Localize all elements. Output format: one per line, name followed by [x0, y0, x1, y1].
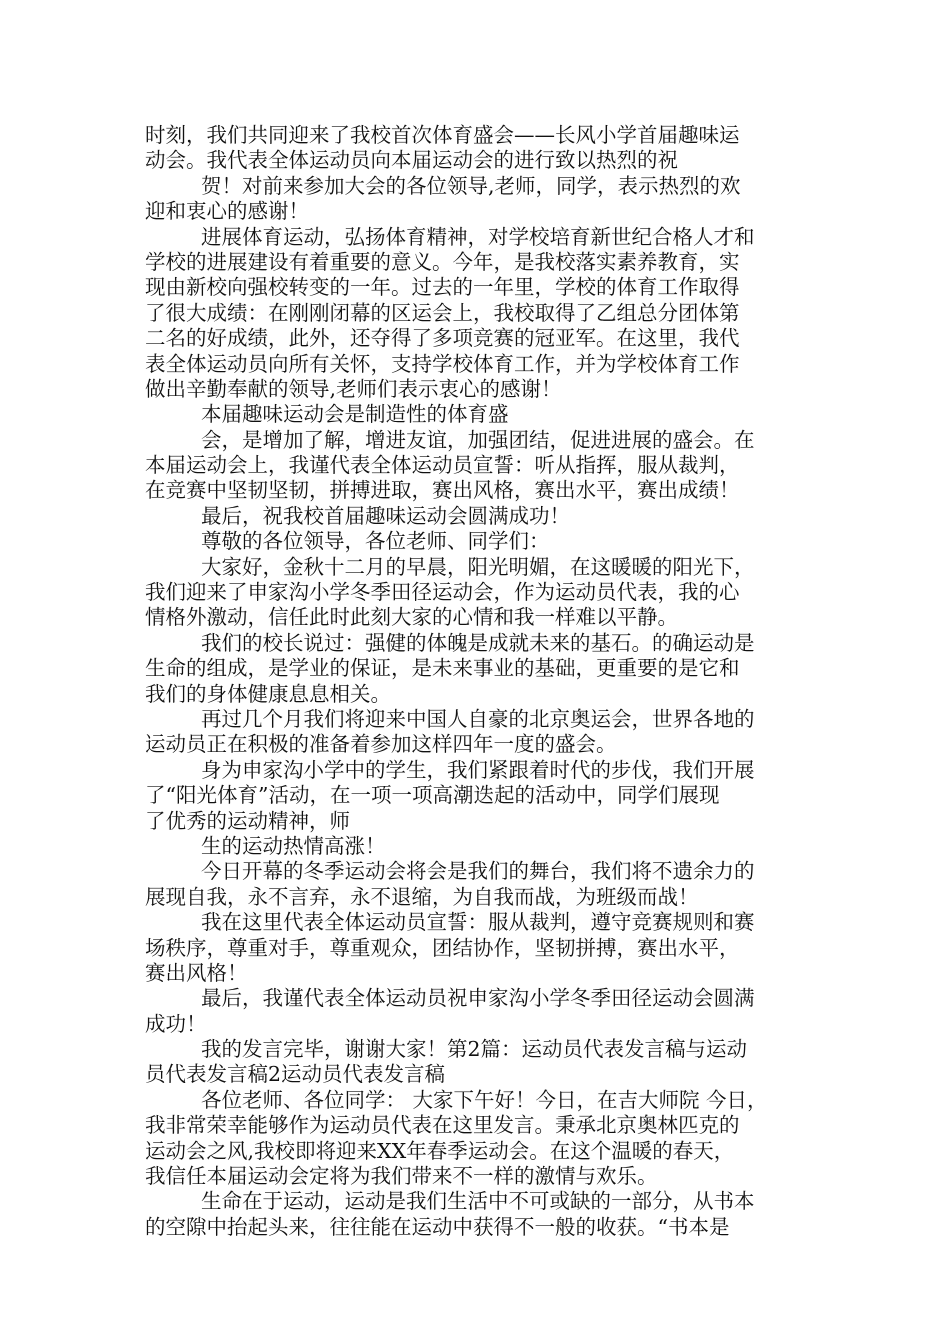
text-line: 赛出风格！ [145, 960, 248, 985]
text-line: 今日开幕的冬季运动会将会是我们的舞台，我们将不遗余力的 [201, 859, 755, 884]
text-line: 贺！对前来参加大会的各位领导,老师，同学，表示热烈的欢 [201, 173, 741, 198]
text-line: 各位老师、各位同学： 大家下午好！今日，在吉大师院 今日， [201, 1087, 768, 1112]
text-line: 我们迎来了申家沟小学冬季田径运动会，作为运动员代表，我的心 [145, 580, 740, 605]
text-line: 运动会之风,我校即将迎来XX年春季运动会。在这个温暖的春天， [145, 1138, 735, 1163]
text-line: 生的运动热情高涨！ [201, 833, 386, 858]
document-body [145, 123, 815, 1240]
text-line: 我信任本届运动会定将为我们带来不一样的激情与欢乐。 [145, 1164, 658, 1189]
text-line: 运动员正在积极的准备着参加这样四年一度的盛会。 [145, 732, 617, 757]
text-line: 展现自我，永不言弃，永不退缩，为自我而战，为班级而战！ [145, 884, 699, 909]
text-line: 员代表发言稿2运动员代表发言稿 [145, 1062, 446, 1087]
text-line: 了很大成绩：在刚刚闭幕的区运会上，我校取得了乙组总分团体第 [145, 300, 740, 325]
text-line: 我们的校长说过：强健的体魄是成就未来的基石。的确运动是 [201, 630, 755, 655]
text-line: 大家好，金秋十二月的早晨，阳光明媚，在这暖暖的阳光下， [201, 554, 755, 579]
text-line: 动会。我代表全体运动员向本届运动会的进行致以热烈的祝 [145, 148, 678, 173]
text-line: 身为申家沟小学中的学生，我们紧跟着时代的步伐，我们开展 [201, 757, 755, 782]
text-line: 本届趣味运动会是制造性的体育盛 [201, 402, 509, 427]
text-line: 表全体运动员向所有关怀，支持学校体育工作，并为学校体育工作 [145, 351, 740, 376]
text-line: 二名的好成绩，此外，还夺得了多项竞赛的冠亚军。在这里，我代 [145, 326, 740, 351]
text-line: 进展体育运动，弘扬体育精神，对学校培育新世纪合格人才和 [201, 224, 755, 249]
text-line: 情格外激动，信任此时此刻大家的心情和我一样难以平静。 [145, 605, 678, 630]
text-line: 尊敬的各位领导，各位老师、同学们： [201, 529, 550, 554]
text-line: 生命在于运动，运动是我们生活中不可或缺的一部分，从书本 [201, 1189, 755, 1214]
text-line: 我的发言完毕，谢谢大家！第2篇：运动员代表发言稿与运动 [201, 1037, 748, 1062]
text-line: 我非常荣幸能够作为运动员代表在这里发言。秉承北京奥林匹克的 [145, 1113, 740, 1138]
text-line: 场秩序，尊重对手，尊重观众，团结协作，坚韧拼搏，赛出水平， [145, 935, 740, 960]
text-line: 我在这里代表全体运动员宣誓：服从裁判，遵守竞赛规则和赛 [201, 910, 755, 935]
text-line: 成功！ [145, 1011, 207, 1036]
text-line: 做出辛勤奉献的领导,老师们表示衷心的感谢！ [145, 376, 562, 401]
text-line: 会，是增加了解，增进友谊，加强团结，促进进展的盛会。在 [201, 427, 755, 452]
text-line: 时刻，我们共同迎来了我校首次体育盛会——长风小学首届趣味运 [145, 123, 740, 147]
text-line: 现由新校向强校转变的一年。过去的一年里，学校的体育工作取得 [145, 275, 740, 300]
text-line: 的空隙中抬起头来，往往能在运动中获得不一般的收获。“书本是 [145, 1214, 730, 1239]
text-line: 本届运动会上，我谨代表全体运动员宣誓：听从指挥，服从裁判， [145, 453, 740, 478]
text-line: 最后，祝我校首届趣味运动会圆满成功！ [201, 503, 570, 528]
text-line: 迎和衷心的感谢！ [145, 199, 309, 224]
text-line: 我们的身体健康息息相关。 [145, 681, 391, 706]
text-line: 在竞赛中坚韧坚韧，拼搏进取，赛出风格，赛出水平，赛出成绩！ [145, 478, 740, 503]
text-line: 再过几个月我们将迎来中国人自豪的北京奥运会，世界各地的 [201, 706, 755, 731]
text-line: 最后，我谨代表全体运动员祝申家沟小学冬季田径运动会圆满 [201, 986, 755, 1011]
text-line: 生命的组成，是学业的保证，是未来事业的基础，更重要的是它和 [145, 656, 740, 681]
text-line: 学校的进展建设有着重要的意义。今年，是我校落实素养教育，实 [145, 249, 740, 274]
text-line: 了优秀的运动精神，师 [145, 808, 350, 833]
text-line: 了“阳光体育”活动，在一项一项高潮迭起的活动中，同学们展现 [145, 783, 720, 808]
